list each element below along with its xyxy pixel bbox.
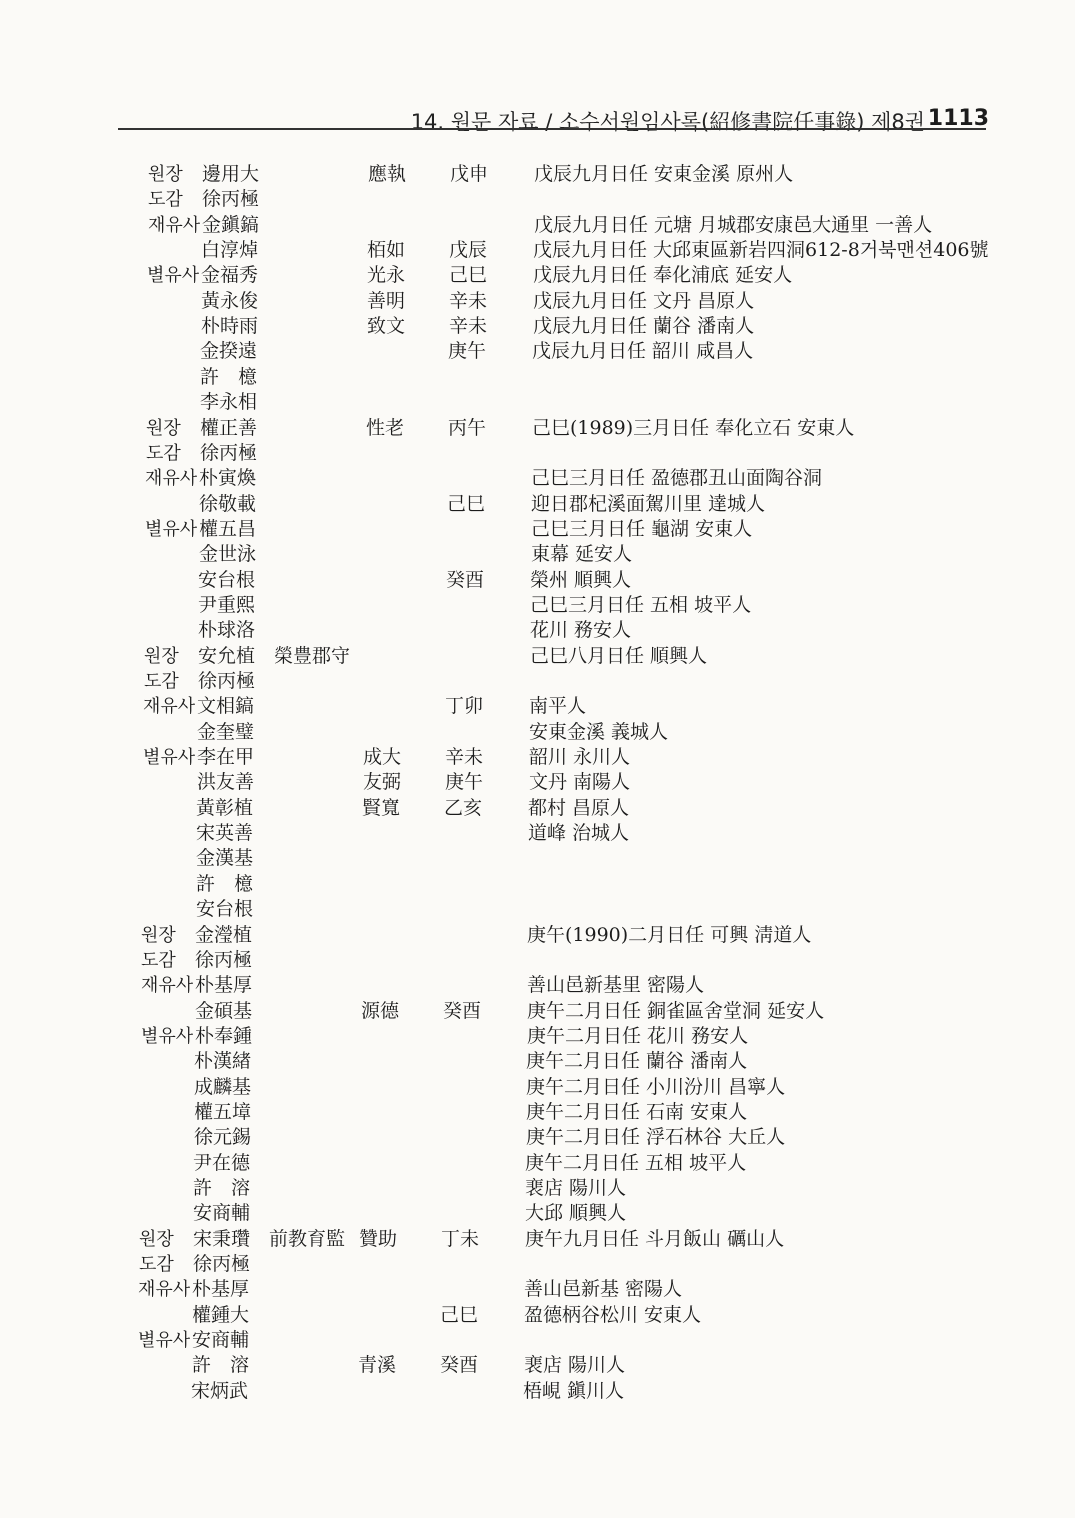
roster-row	[0, 289, 1075, 314]
appointment-info: 己巳(1989)三月日任 奉化立石 安東人	[532, 417, 855, 439]
birth-year: 辛未	[449, 315, 488, 337]
person-name: 洪友善	[197, 771, 255, 793]
courtesy-name: 光永	[367, 264, 406, 286]
roster-row	[0, 1075, 1075, 1100]
appointment-info: 庚午二月日任 石南 安東人	[526, 1101, 748, 1123]
roster-row	[0, 821, 1075, 846]
roster-row	[0, 365, 1075, 390]
appointment-info: 己巳三月日任 五相 坡平人	[530, 594, 752, 616]
appointment-info: 戊辰九月日任 元塘 月城郡安康邑大通里 一善人	[534, 214, 933, 236]
appointment-info: 道峰 治城人	[528, 822, 630, 844]
role-label: 도감	[139, 1254, 174, 1275]
role-label: 도감	[144, 671, 179, 692]
birth-year: 癸酉	[440, 1354, 479, 1376]
person-name: 安台根	[198, 569, 256, 591]
role-label: 도감	[141, 950, 176, 971]
person-name: 許 溶	[192, 1354, 250, 1376]
appointment-info: 善山邑新基 密陽人	[524, 1278, 683, 1300]
roster-row	[0, 1125, 1075, 1150]
roster-row	[0, 770, 1075, 795]
person-name: 權五墇	[194, 1101, 252, 1123]
appointment-info: 戊辰九月日任 安東金溪 原州人	[534, 163, 794, 185]
appointment-info: 南平人	[529, 695, 587, 717]
roster-row	[0, 872, 1075, 897]
roster-row	[0, 542, 1075, 567]
birth-year: 庚午	[445, 771, 484, 793]
role-label: 별유사	[138, 1330, 191, 1351]
roster-row	[0, 745, 1075, 770]
appointment-info: 文丹 南陽人	[529, 771, 631, 793]
person-name: 朴奉鍾	[195, 1025, 253, 1047]
birth-year: 辛未	[445, 746, 484, 768]
roster-row	[0, 238, 1075, 263]
appointment-info: 戊辰九月日任 蘭谷 潘南人	[533, 315, 755, 337]
roster-row	[0, 1353, 1075, 1378]
roster-row	[0, 1100, 1075, 1125]
appointment-info: 己巳八月日任 順興人	[530, 645, 708, 667]
roster-row	[0, 846, 1075, 871]
roster-row	[0, 948, 1075, 973]
courtesy-name: 青溪	[358, 1354, 397, 1376]
roster-row	[0, 1227, 1075, 1252]
birth-year: 己巳	[449, 264, 488, 286]
roster-row	[0, 492, 1075, 517]
roster-row	[0, 897, 1075, 922]
role-label: 별유사	[141, 1026, 194, 1047]
person-name: 朴漢緖	[194, 1050, 252, 1072]
birth-year: 庚午	[448, 340, 487, 362]
person-name: 朴基厚	[192, 1278, 250, 1300]
roster-row	[0, 263, 1075, 288]
roster-row	[0, 1176, 1075, 1201]
person-name: 權鍾大	[192, 1304, 250, 1326]
birth-year: 戊辰	[449, 239, 488, 261]
roster-row	[0, 973, 1075, 998]
courtesy-name: 善明	[367, 290, 406, 312]
appointment-info: 庚午二月日任 小川汾川 昌寧人	[526, 1076, 786, 1098]
person-name: 白淳焯	[201, 239, 259, 261]
office-note: 前教育監	[269, 1228, 346, 1250]
role-label: 원장	[144, 646, 179, 667]
role-label: 별유사	[145, 519, 198, 540]
person-name: 權五昌	[199, 518, 257, 540]
appointment-info: 盈德柄谷松川 安東人	[524, 1304, 702, 1326]
roster-row	[0, 466, 1075, 491]
appointment-info: 庚午二月日任 蘭谷 潘南人	[526, 1050, 748, 1072]
appointment-info: 迎日郡杞溪面駕川里 達城人	[531, 493, 766, 515]
person-name: 徐丙極	[195, 949, 253, 971]
courtesy-name: 應執	[368, 163, 407, 185]
appointment-info: 戊辰九月日任 韶川 咸昌人	[532, 340, 754, 362]
appointment-info: 裵店 陽川人	[524, 1354, 626, 1376]
role-label: 원장	[139, 1229, 174, 1250]
role-label: 도감	[148, 189, 183, 210]
person-name: 金福秀	[201, 264, 259, 286]
appointment-info: 大邱 順興人	[525, 1202, 627, 1224]
roster-row	[0, 1151, 1075, 1176]
person-name: 徐敬載	[199, 493, 257, 515]
person-name: 成麟基	[194, 1076, 252, 1098]
appointment-info: 梧峴 鎭川人	[523, 1380, 625, 1402]
role-label: 별유사	[147, 265, 200, 286]
person-name: 許 溶	[193, 1177, 251, 1199]
person-name: 金漢基	[196, 847, 254, 869]
birth-year: 癸酉	[443, 1000, 482, 1022]
roster-row	[0, 1303, 1075, 1328]
person-name: 徐丙極	[202, 188, 260, 210]
courtesy-name: 源德	[361, 1000, 400, 1022]
roster-row	[0, 187, 1075, 212]
person-name: 徐元錫	[194, 1126, 252, 1148]
birth-year: 乙亥	[444, 797, 483, 819]
roster-row	[0, 390, 1075, 415]
birth-year: 戊申	[450, 163, 489, 185]
person-name: 安商輔	[192, 1329, 250, 1351]
appointment-info: 花川 務安人	[530, 619, 632, 641]
appointment-info: 榮州 順興人	[530, 569, 632, 591]
role-label: 재유사	[145, 468, 198, 489]
person-name: 尹在德	[193, 1152, 251, 1174]
person-name: 金揆遠	[200, 340, 258, 362]
person-name: 文相鎬	[197, 695, 255, 717]
appointment-info: 己巳三月日任 龜湖 安東人	[531, 518, 753, 540]
roster-row	[0, 593, 1075, 618]
roster-row	[0, 644, 1075, 669]
courtesy-name: 成大	[363, 746, 402, 768]
roster-row	[0, 517, 1075, 542]
appointment-info: 庚午九月日任 斗月飯山 礪山人	[525, 1228, 785, 1250]
person-name: 許 檍	[196, 873, 254, 895]
appointment-info: 安東金溪 義城人	[529, 721, 669, 743]
appointment-info: 都村 昌原人	[528, 797, 630, 819]
role-label: 별유사	[143, 747, 196, 768]
roster-row	[0, 999, 1075, 1024]
running-header-title: 14. 원문 자료 / 소수서원임사록(紹修書院任事錄) 제8권	[410, 110, 925, 134]
person-name: 朴球洛	[198, 619, 256, 641]
person-name: 李在甲	[197, 746, 255, 768]
person-name: 邊用大	[202, 163, 260, 185]
person-name: 黃彰植	[196, 797, 254, 819]
birth-year: 丙午	[448, 417, 487, 439]
role-label: 원장	[146, 418, 181, 439]
appointment-info: 戊辰九月日任 奉化浦底 延安人	[533, 264, 793, 286]
birth-year: 辛未	[449, 290, 488, 312]
roster-row	[0, 1049, 1075, 1074]
appointment-info: 韶川 永川人	[529, 746, 631, 768]
appointment-info: 戊辰九月日任 大邱東區新岩四洞612-8거북맨션406號	[533, 239, 989, 261]
person-name: 許 檍	[200, 366, 258, 388]
person-name: 李永相	[200, 391, 258, 413]
person-name: 金奎璧	[197, 721, 255, 743]
person-name: 權正善	[200, 417, 258, 439]
roster-row	[0, 441, 1075, 466]
appointment-info: 裵店 陽川人	[525, 1177, 627, 1199]
courtesy-name: 友弼	[363, 771, 402, 793]
person-name: 尹重熙	[198, 594, 256, 616]
person-name: 宋炳武	[191, 1380, 249, 1402]
birth-year: 己巳	[440, 1304, 479, 1326]
role-label: 원장	[148, 164, 183, 185]
roster-row	[0, 1379, 1075, 1404]
person-name: 黃永俊	[201, 290, 259, 312]
roster-row	[0, 416, 1075, 441]
page-number: 1113	[927, 106, 989, 131]
birth-year: 癸酉	[446, 569, 485, 591]
roster-row	[0, 1024, 1075, 1049]
appointment-info: 善山邑新基里 密陽人	[527, 974, 705, 996]
role-label: 원장	[141, 925, 176, 946]
birth-year: 丁卯	[445, 695, 484, 717]
role-label: 도감	[146, 443, 181, 464]
person-name: 徐丙極	[198, 670, 256, 692]
role-label: 재유사	[141, 975, 194, 996]
person-name: 朴基厚	[195, 974, 253, 996]
birth-year: 丁未	[441, 1228, 480, 1250]
office-note: 榮豊郡守	[274, 645, 351, 667]
person-name: 朴時雨	[201, 315, 259, 337]
roster-row	[0, 1252, 1075, 1277]
roster-row	[0, 1328, 1075, 1353]
roster-row	[0, 314, 1075, 339]
roster-row	[0, 923, 1075, 948]
roster-row	[0, 694, 1075, 719]
roster-row	[0, 669, 1075, 694]
person-name: 徐丙極	[200, 442, 258, 464]
role-label: 재유사	[143, 696, 196, 717]
person-name: 宋秉瓚	[193, 1228, 251, 1250]
appointment-info: 庚午二月日任 銅雀區舍堂洞 延安人	[527, 1000, 825, 1022]
appointment-info: 庚午二月日任 花川 務安人	[527, 1025, 749, 1047]
birth-year: 己巳	[447, 493, 486, 515]
courtesy-name: 栢如	[367, 239, 406, 261]
roster-row	[0, 339, 1075, 364]
person-name: 金碩基	[195, 1000, 253, 1022]
appointment-info: 己巳三月日任 盈德郡丑山面陶谷洞	[531, 467, 823, 489]
person-name: 宋英善	[196, 822, 254, 844]
person-name: 金鎭鎬	[202, 214, 260, 236]
courtesy-name: 贊助	[359, 1228, 398, 1250]
roster-row	[0, 1277, 1075, 1302]
roster-row	[0, 568, 1075, 593]
roster-row	[0, 618, 1075, 643]
role-label: 재유사	[138, 1279, 191, 1300]
courtesy-name: 性老	[366, 417, 405, 439]
person-name: 金世泳	[199, 543, 257, 565]
person-name: 安允植	[198, 645, 256, 667]
roster-row	[0, 213, 1075, 238]
courtesy-name: 賢寬	[362, 797, 401, 819]
roster-row	[0, 796, 1075, 821]
courtesy-name: 致文	[367, 315, 406, 337]
roster-row	[0, 162, 1075, 187]
role-label: 재유사	[148, 215, 201, 236]
person-name: 安商輔	[193, 1202, 251, 1224]
appointment-info: 戊辰九月日任 文丹 昌原人	[533, 290, 755, 312]
roster-row	[0, 720, 1075, 745]
appointment-info: 庚午(1990)二月日任 可興 淸道人	[527, 924, 812, 946]
person-name: 朴寅煥	[199, 467, 257, 489]
appointment-info: 庚午二月日任 浮石林谷 大丘人	[526, 1126, 786, 1148]
person-name: 安台根	[196, 898, 254, 920]
roster-row	[0, 1201, 1075, 1226]
person-name: 徐丙極	[193, 1253, 251, 1275]
person-name: 金瀅植	[195, 924, 253, 946]
appointment-info: 庚午二月日任 五相 坡平人	[525, 1152, 747, 1174]
appointment-info: 東幕 延安人	[531, 543, 633, 565]
